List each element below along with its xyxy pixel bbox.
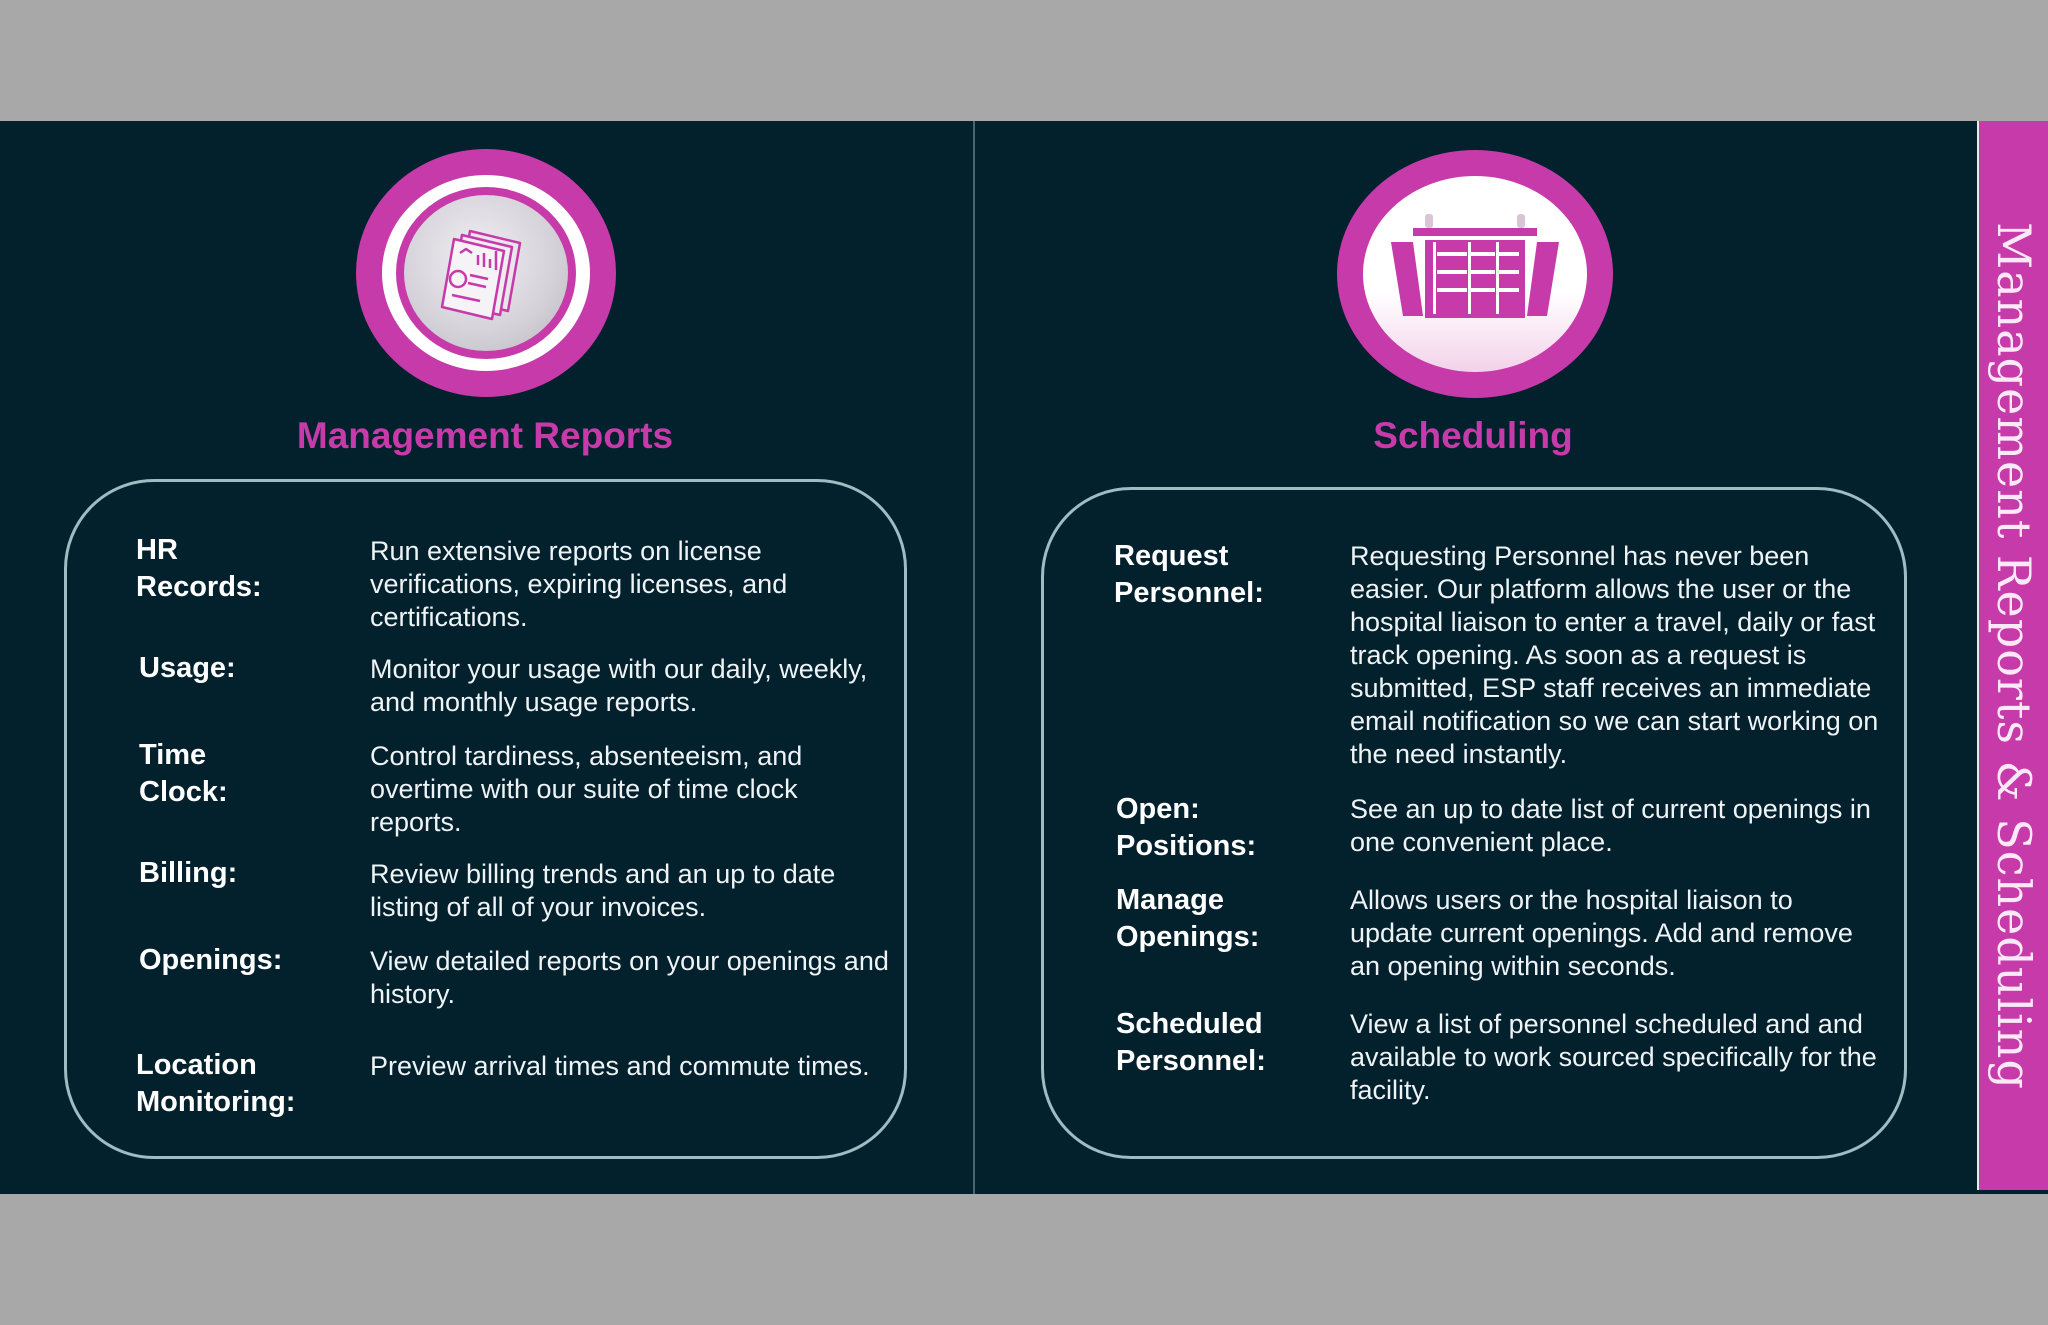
calendar-glyph xyxy=(1385,212,1565,332)
scheduling-panel xyxy=(1041,487,1907,1159)
item-label: Scheduled Personnel: xyxy=(1116,1008,1266,1077)
item-description: View a list of personnel scheduled and and available to work sourced specifically for the facility. xyxy=(1350,1009,1877,1105)
item-label: Time Clock: xyxy=(139,739,228,808)
item-label: Open: Positions: xyxy=(1116,793,1257,862)
item-description: Control tardiness, absenteeism, and overtime with our suite of time clock reports. xyxy=(370,741,803,837)
item-description: Preview arrival times and commute times. xyxy=(370,1051,870,1081)
item-description: Run extensive reports on license verifications, expiring licenses, and certifications. xyxy=(370,536,788,632)
management-reports-title: Management Reports xyxy=(296,415,674,456)
item-description: Review billing trends and an up to date listing of all of your invoices. xyxy=(370,859,836,922)
item-label: Location Monitoring: xyxy=(136,1049,296,1118)
scheduling-title: Scheduling xyxy=(1373,415,1573,456)
item-label: Request Personnel: xyxy=(1114,540,1264,609)
documents-glyph xyxy=(416,213,556,333)
calendar-icon xyxy=(1337,150,1613,398)
report-documents-icon xyxy=(356,149,616,397)
item-label: Openings: xyxy=(139,944,283,976)
item-description: View detailed reports on your openings and history. xyxy=(370,946,889,1009)
item-label: Manage Openings: xyxy=(1116,884,1260,953)
item-label: Usage: xyxy=(139,652,236,684)
side-title-tab xyxy=(1977,121,2048,1190)
item-description: See an up to date list of current openings in one convenient place. xyxy=(1350,794,1871,857)
item-description: Allows users or the hospital liaison to update current openings. Add and remove an opening within seconds. xyxy=(1350,885,1853,981)
item-label: Billing: xyxy=(139,857,238,889)
item-description: Monitor your usage with our daily, weekly, and monthly usage reports. xyxy=(370,654,868,717)
column-divider xyxy=(973,121,975,1194)
slide xyxy=(0,121,2048,1194)
management-reports-panel xyxy=(64,479,907,1159)
side-title-text: Management Reports & Scheduling xyxy=(1986,221,2041,1090)
item-description: Requesting Personnel has never been easier. Our platform allows the user or the hospital liaison to enter a travel, daily or fast track opening. As soon as a request is submitted, ESP staff receives an immediate email notification so we can start working on the need instantly. xyxy=(1350,541,1879,769)
item-label: HR Records: xyxy=(136,534,262,603)
